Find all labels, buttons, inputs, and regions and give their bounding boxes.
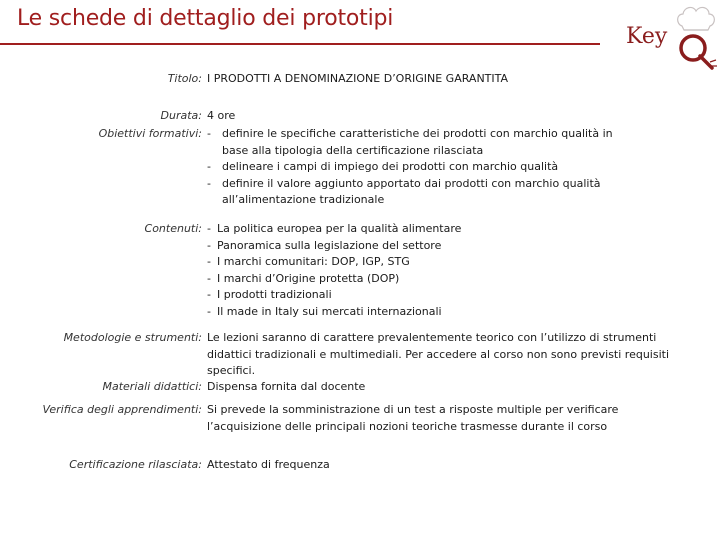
field-label: Durata:: [160, 109, 202, 122]
list-item: - Panoramica sulla legislazione del settore: [207, 238, 687, 255]
field-label: Verifica degli apprendimenti:: [42, 403, 202, 416]
field-value: Attestato di frequenza: [207, 458, 330, 471]
list-item: - I marchi d’Origine protetta (DOP): [207, 271, 687, 288]
page-title: Le schede di dettaglio dei prototipi: [17, 6, 394, 31]
field-value: 4 ore: [207, 109, 236, 122]
list-item: - Il made in Italy sui mercati internazionali: [207, 304, 687, 321]
field-label: Metodologie e strumenti:: [63, 331, 202, 344]
chef-hat-q-icon: [674, 2, 718, 76]
list-item: - definire le specifiche caratteristiche dei prodotti con marchio qualità in base alla tipologia della certificazione rilasciata: [207, 126, 627, 159]
field-value: Si prevede la somministrazione di un test a risposte multiple per verificare l’acquisizione delle principali nozioni teoriche trasmesse durante il corso: [207, 403, 619, 433]
field-label: Titolo:: [167, 72, 202, 85]
key-q-logo: [622, 2, 718, 72]
list-item: - definire il valore aggiunto apportato dai prodotti con marchio qualità all’alimentazione tradizionale: [207, 176, 627, 209]
title-underline: [0, 43, 600, 45]
field-label: Obiettivi formativi:: [98, 127, 202, 140]
field-label: Certificazione rilasciata:: [69, 458, 202, 471]
objectives-list: [207, 126, 627, 209]
logo-text: Key: [626, 24, 668, 49]
field-value: Dispensa fornita dal docente: [207, 380, 366, 393]
list-item: - delineare i campi di impiego dei prodotti con marchio qualità: [207, 159, 627, 176]
list-item: - La politica europea per la qualità alimentare: [207, 221, 687, 238]
field-label: Contenuti:: [144, 222, 202, 235]
contents-list: [207, 221, 687, 320]
list-item: - I marchi comunitari: DOP, IGP, STG: [207, 254, 687, 271]
list-item: - I prodotti tradizionali: [207, 287, 687, 304]
field-label: Materiali didattici:: [102, 380, 202, 393]
field-value: I PRODOTTI A DENOMINAZIONE D’ORIGINE GARANTITA: [207, 72, 509, 85]
field-value: Le lezioni saranno di carattere prevalentemente teorico con l’utilizzo di strumenti didattici tradizionali e multimediali. Per accedere al corso non sono previsti requisiti specifici.: [207, 331, 669, 377]
